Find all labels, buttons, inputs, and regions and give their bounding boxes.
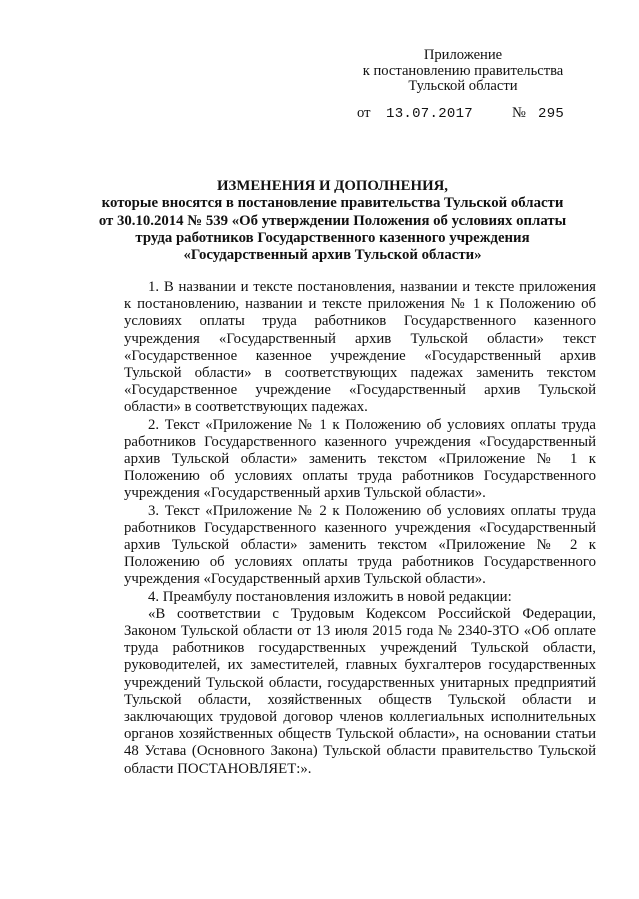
title-line-1: ИЗМЕНЕНИЯ И ДОПОЛНЕНИЯ, (217, 178, 448, 194)
title-line-2: которые вносятся в постановление правительства Тульской области (101, 195, 564, 212)
paragraph-5: «В соответствии с Трудовым Кодексом Российской Федерации, Законом Тульской области от 13 июля 2015 года № 2340-ЗТО «Об оплате труда работников государственных учреждений Тульской области, руководителей, их заместителей, главных бухгалтеров государственных учреждений Тульской области, государственных унитарных предприятий Тульской области, хозяйственных обществ Тульской области и заключающих трудовой договор членов коллегиальных исполнительных органов хозяйственных обществ Тульской области», на основании статьи 48 Устава (Основного Закона) Тульской области правительство Тульской области ПОСТАНОВЛЯЕТ:». (124, 605, 596, 777)
title-line-4: труда работников Государственного казенного учреждения (135, 229, 530, 246)
document-title (80, 178, 585, 264)
paragraph-3: 3. Текст «Приложение № 2 к Положению об условиях оплаты труда работников Государственного казенного учреждения «Государственный архив Тульской области» заменить текстом «Приложение № 2 к Положению об условиях оплаты труда работников Государственного учреждения «Государственный архив Тульской области». (124, 502, 596, 588)
paragraph-1: 1. В названии и тексте постановления, названии и тексте приложения к постановлению, названии и тексте приложения № 1 к Положению об условиях оплаты труда работников Государственного казенного учреждения «Государственный архив Тульской области» текст «Государственное казенное учреждение «Государственный архив Тульской области» в соответствующих падежах заменить текстом «Государственное учреждение «Государственный архив Тульской области» в соответствующих падежах. (124, 279, 596, 416)
document-body (124, 279, 596, 778)
paragraph-4: 4. Преамбулу постановления изложить в новой редакции: (148, 588, 512, 605)
appendix-line-3: Тульской области (408, 78, 518, 94)
paragraph-2: 2. Текст «Приложение № 1 к Положению об условиях оплаты труда работников Государственного казенного учреждения «Государственный архив Тульской области» заменить текстом «Приложение № 1 к Положению об условиях оплаты труда работников Государственного учреждения «Государственный архив Тульской области». (124, 416, 596, 502)
appendix-line-2: к постановлению правительства (362, 62, 564, 79)
appendix-header (352, 48, 574, 95)
title-line-5: «Государственный архив Тульской области» (183, 247, 482, 264)
document-date: 13.07.2017 (386, 106, 474, 122)
appendix-line-1: Приложение (423, 47, 503, 63)
number-label: № (512, 105, 526, 121)
title-line-3: от 30.10.2014 № 539 «Об утверждении Положения об условиях оплаты (98, 212, 567, 229)
date-from-label: от (357, 105, 371, 121)
document-number: 295 (538, 106, 565, 122)
